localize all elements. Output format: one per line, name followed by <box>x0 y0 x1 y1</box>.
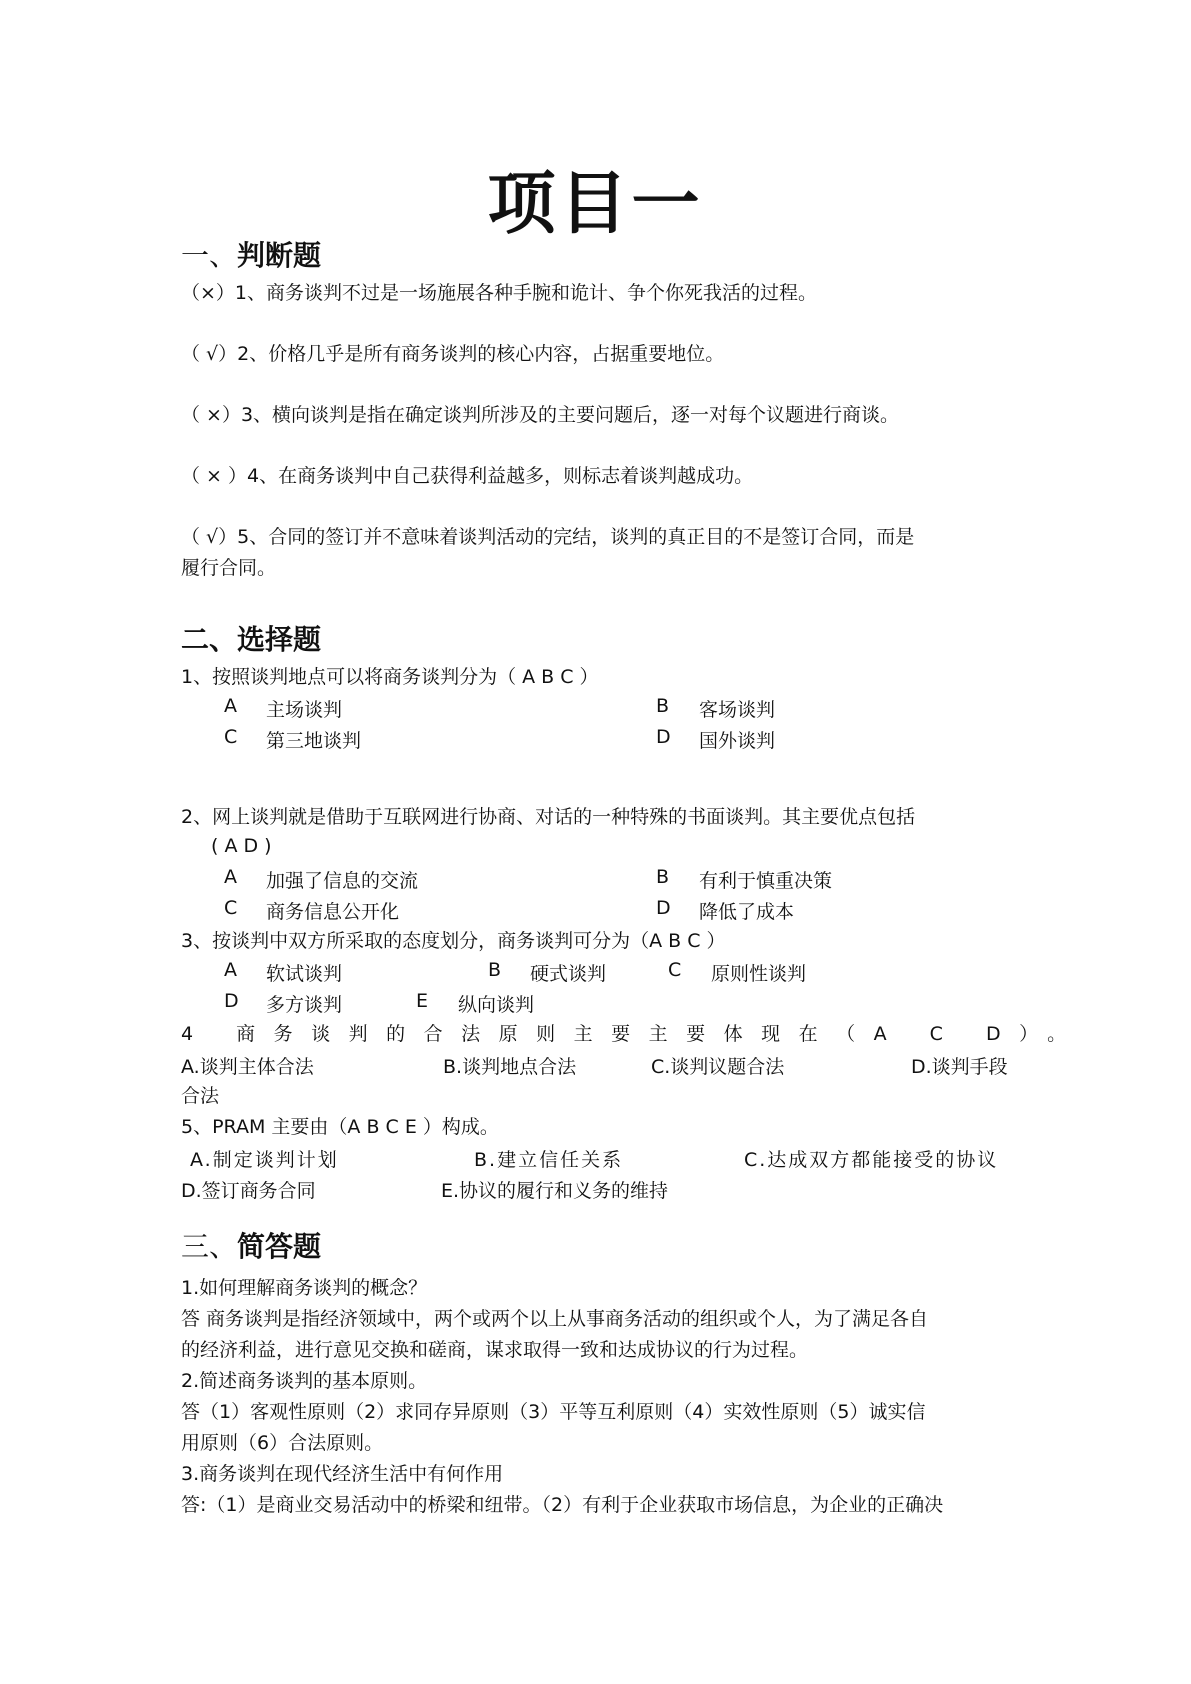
q1-option-c-text: 第三地谈判 <box>266 730 362 752</box>
q3-option-a-text: 软试谈判 <box>266 963 343 985</box>
q1-option-b-key: B <box>656 695 670 717</box>
q1-option-b-text: 客场谈判 <box>699 699 776 721</box>
q3-option-c-key: C <box>668 959 682 981</box>
q5-stem: 5、PRAM 主要由（A B C E ）构成。 <box>181 1116 499 1138</box>
judge-item-4: （ × ）4、在商务谈判中自己获得利益越多，则标志着谈判越成功。 <box>181 465 754 487</box>
q3-option-b-key: B <box>488 959 502 981</box>
short-q3: 3.商务谈判在现代经济生活中有何作用 <box>181 1463 504 1485</box>
q3-option-d-key: D <box>224 990 239 1012</box>
section-number: 三、 <box>181 1230 238 1263</box>
q2-option-c-text: 商务信息公开化 <box>266 901 400 923</box>
q3-stem: 3、按谈判中双方所采取的态度划分，商务谈判可分为（A B C ） <box>181 930 726 952</box>
section-heading-short <box>181 1225 321 1265</box>
section-title: 判断题 <box>237 239 322 272</box>
q1-option-d-key: D <box>656 726 671 748</box>
q4-option-d-wrap: 合法 <box>181 1085 220 1107</box>
q3-option-e-key: E <box>416 990 429 1012</box>
q4-option-c: C.谈判议题合法 <box>651 1056 785 1078</box>
q1-option-c-key: C <box>224 726 238 748</box>
judge-item-3: （ ×）3、横向谈判是指在确定谈判所涉及的主要问题后，逐一对每个议题进行商谈。 <box>181 404 900 426</box>
q5-option-b: B.建立信任关系 <box>474 1149 624 1171</box>
q2-stem: 2、网上谈判就是借助于互联网进行协商、对话的一种特殊的书面谈判。其主要优点包括 <box>181 806 916 828</box>
q5-option-d: D.签订商务合同 <box>181 1180 316 1202</box>
short-a1-line1: 答 商务谈判是指经济领域中，两个或两个以上从事商务活动的组织或个人，为了满足各自 <box>181 1308 929 1330</box>
q1-option-d-text: 国外谈判 <box>699 730 776 752</box>
q2-option-d-text: 降低了成本 <box>699 901 795 923</box>
q2-option-c-key: C <box>224 897 238 919</box>
section-title: 简答题 <box>237 1230 322 1263</box>
q5-option-a: A.制定谈判计划 <box>190 1149 339 1171</box>
q2-option-a-key: A <box>224 866 237 888</box>
q4-stem: 4 商务谈判的合法原则主要主要体现在（A C D）。 <box>181 1023 1085 1045</box>
q4-option-a: A.谈判主体合法 <box>181 1056 314 1078</box>
q3-option-a-key: A <box>224 959 237 981</box>
q2-option-b-text: 有利于慎重决策 <box>699 870 833 892</box>
q1-stem: 1、按照谈判地点可以将商务谈判分为（ A B C ） <box>181 666 599 688</box>
q4-option-b: B.谈判地点合法 <box>443 1056 577 1078</box>
q3-option-b-text: 硬式谈判 <box>530 963 607 985</box>
q4-option-d: D.谈判手段 <box>911 1056 1008 1078</box>
short-a3-line1: 答:（1）是商业交易活动中的桥梁和纽带。（2）有利于企业获取市场信息，为企业的正确决 <box>181 1494 944 1516</box>
q2-option-b-key: B <box>656 866 670 888</box>
judge-item-5-wrap: 履行合同。 <box>181 557 277 579</box>
short-a2-line1: 答（1）客观性原则（2）求同存异原则（3）平等互利原则（4）实效性原则（5）诚实信 <box>181 1401 926 1423</box>
q2-answer: ( A D ) <box>211 835 272 857</box>
judge-item-5: （ √）5、合同的签订并不意味着谈判活动的完结，谈判的真正目的不是签订合同，而是 <box>181 526 915 548</box>
q3-option-d-text: 多方谈判 <box>266 994 343 1016</box>
short-q1: 1.如何理解商务谈判的概念？ <box>181 1277 428 1299</box>
q1-option-a-text: 主场谈判 <box>266 699 343 721</box>
section-heading-judge <box>181 234 321 274</box>
short-q2: 2.简述商务谈判的基本原则。 <box>181 1370 428 1392</box>
section-heading-choice: 二、选择题 <box>181 623 322 656</box>
short-a1-line2: 的经济利益，进行意见交换和磋商，谋求取得一致和达成协议的行为过程。 <box>181 1339 809 1361</box>
judge-item-1: （×）1、商务谈判不过是一场施展各种手腕和诡计、争个你死我活的过程。 <box>181 282 818 304</box>
page-title: 项目一 <box>487 164 704 244</box>
q5-option-e: E.协议的履行和义务的维持 <box>441 1180 669 1202</box>
q1-option-a-key: A <box>224 695 237 717</box>
q2-option-a-text: 加强了信息的交流 <box>266 870 419 892</box>
q2-option-d-key: D <box>656 897 671 919</box>
q3-option-c-text: 原则性谈判 <box>711 963 807 985</box>
q3-option-e-text: 纵向谈判 <box>458 994 535 1016</box>
section-number: 一、 <box>181 239 238 272</box>
short-a2-line2: 用原则（6）合法原则。 <box>181 1432 384 1454</box>
q5-option-c: C.达成双方都能接受的协议 <box>744 1149 999 1171</box>
judge-item-2: （ √）2、价格几乎是所有商务谈判的核心内容，占据重要地位。 <box>181 343 725 365</box>
